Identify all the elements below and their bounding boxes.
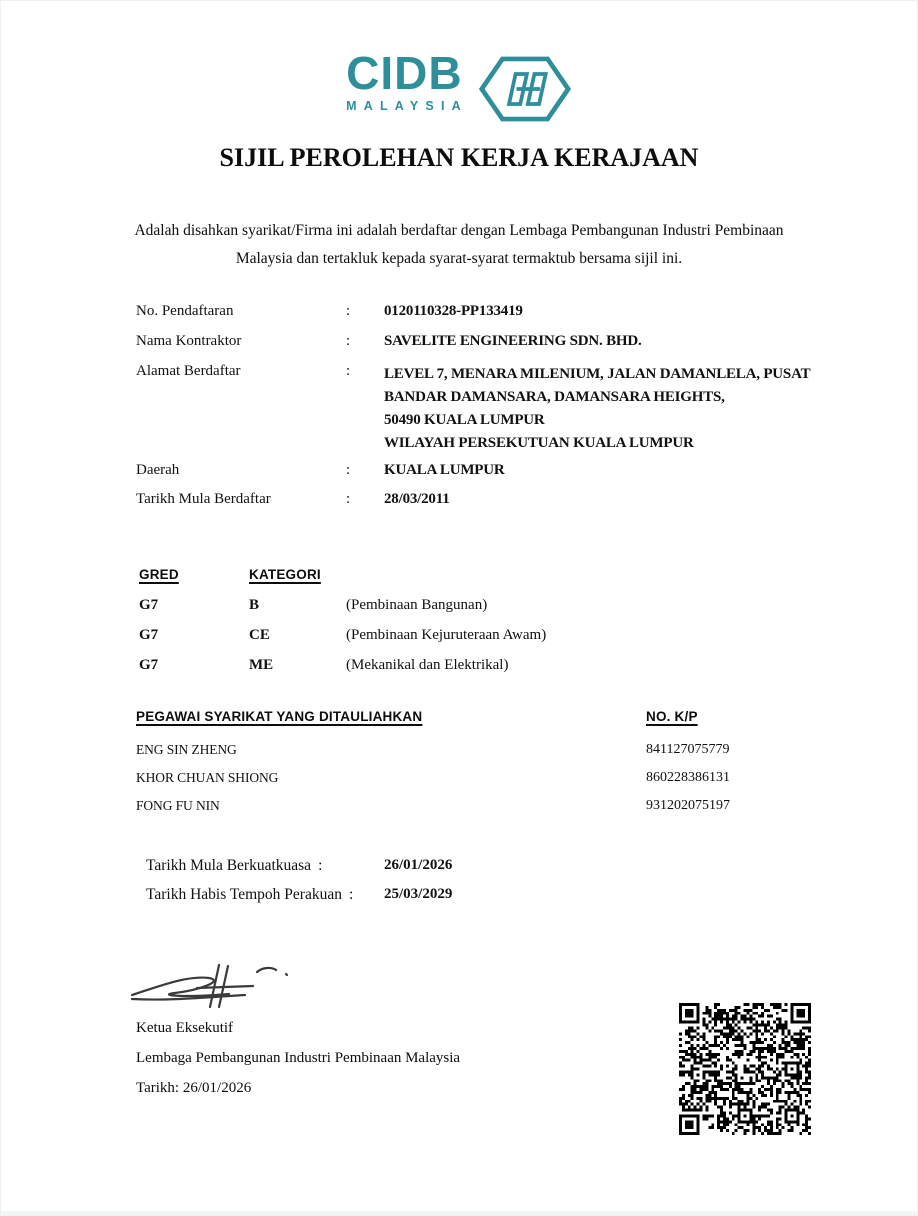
gred-value: G7 bbox=[139, 657, 159, 673]
gred-header: GRED bbox=[139, 567, 179, 582]
address-line-4: WILAYAH PERSEKUTUAN KUALA LUMPUR bbox=[384, 435, 694, 451]
detail-label: No. Pendaftaran bbox=[136, 303, 234, 319]
detail-value-address bbox=[384, 363, 810, 455]
validity-label: Tarikh Habis Tempoh Perakuan : bbox=[146, 886, 354, 903]
cidb-logo-text bbox=[346, 47, 468, 113]
kategori-value: ME bbox=[249, 657, 274, 673]
officer-name: FONG FU NIN bbox=[136, 798, 220, 813]
gred-value: G7 bbox=[139, 597, 159, 613]
intro-line-1: Adalah disahkan syarikat/Firma ini adalah berdaftar dengan Lembaga Pembangunan Industri Pembinaan bbox=[134, 222, 784, 239]
validity-colon: : bbox=[348, 886, 354, 903]
kategori-description: (Pembinaan Bangunan) bbox=[346, 597, 488, 613]
page-title: SIJIL PEROLEHAN KERJA KERAJAAN bbox=[219, 143, 699, 172]
detail-label: Daerah bbox=[136, 462, 180, 478]
kategori-value: B bbox=[249, 597, 260, 613]
cidb-wordmark: CIDB bbox=[346, 47, 463, 99]
detail-value: 0120110328-PP133419 bbox=[384, 303, 523, 319]
address-line-3: 50490 KUALA LUMPUR bbox=[384, 412, 545, 428]
signatory-title: Ketua Eksekutif bbox=[136, 1020, 234, 1036]
officer-id: 931202075197 bbox=[646, 798, 730, 813]
detail-label: Nama Kontraktor bbox=[136, 333, 242, 349]
detail-colon: : bbox=[346, 333, 351, 349]
organization-name: Lembaga Pembangunan Industri Pembinaan Malaysia bbox=[136, 1050, 461, 1066]
officer-id: 841127075779 bbox=[646, 742, 730, 757]
detail-colon: : bbox=[346, 491, 351, 507]
officers-id-header: NO. K/P bbox=[646, 709, 698, 724]
kategori-description: (Pembinaan Kejuruteraan Awam) bbox=[346, 627, 547, 643]
detail-colon: : bbox=[346, 303, 351, 319]
validity-value: 26/01/2026 bbox=[384, 857, 453, 873]
page-bottom-strip bbox=[1, 1211, 917, 1215]
issue-date: Tarikh: 26/01/2026 bbox=[136, 1080, 252, 1096]
kategori-description: (Mekanikal dan Elektrikal) bbox=[346, 657, 509, 673]
cidb-malaysia-label: MALAYSIA bbox=[346, 99, 468, 113]
validity-value: 25/03/2029 bbox=[384, 886, 453, 902]
qr-code bbox=[679, 1003, 811, 1135]
signature bbox=[129, 959, 297, 1009]
cidb-hexagon-icon bbox=[478, 55, 572, 123]
officer-name: KHOR CHUAN SHIONG bbox=[136, 770, 279, 785]
validity-colon: : bbox=[318, 857, 323, 874]
detail-value: KUALA LUMPUR bbox=[384, 462, 505, 478]
detail-label: Alamat Berdaftar bbox=[136, 363, 241, 379]
kategori-header: KATEGORI bbox=[249, 567, 321, 582]
address-line-1: LEVEL 7, MENARA MILENIUM, JALAN DAMANLELA, PUSAT bbox=[384, 366, 811, 382]
address-line-2: BANDAR DAMANSARA, DAMANSARA HEIGHTS, bbox=[384, 389, 725, 405]
detail-colon: : bbox=[346, 363, 351, 379]
officer-id: 860228386131 bbox=[646, 770, 730, 785]
detail-label: Tarikh Mula Berdaftar bbox=[136, 491, 271, 507]
detail-colon: : bbox=[346, 462, 351, 478]
officer-name: ENG SIN ZHENG bbox=[136, 742, 237, 757]
detail-value: SAVELITE ENGINEERING SDN. BHD. bbox=[384, 333, 642, 349]
officers-name-header: PEGAWAI SYARIKAT YANG DITAULIAHKAN bbox=[136, 709, 423, 724]
detail-value: 28/03/2011 bbox=[384, 491, 450, 507]
validity-label: Tarikh Mula Berkuatkuasa : bbox=[146, 857, 323, 874]
intro-line-2: Malaysia dan tertakluk kepada syarat-syarat termaktub bersama sijil ini. bbox=[235, 250, 683, 267]
gred-value: G7 bbox=[139, 627, 159, 643]
cidb-logo bbox=[1, 47, 917, 123]
kategori-value: CE bbox=[249, 627, 270, 643]
intro-paragraph bbox=[1, 217, 917, 273]
